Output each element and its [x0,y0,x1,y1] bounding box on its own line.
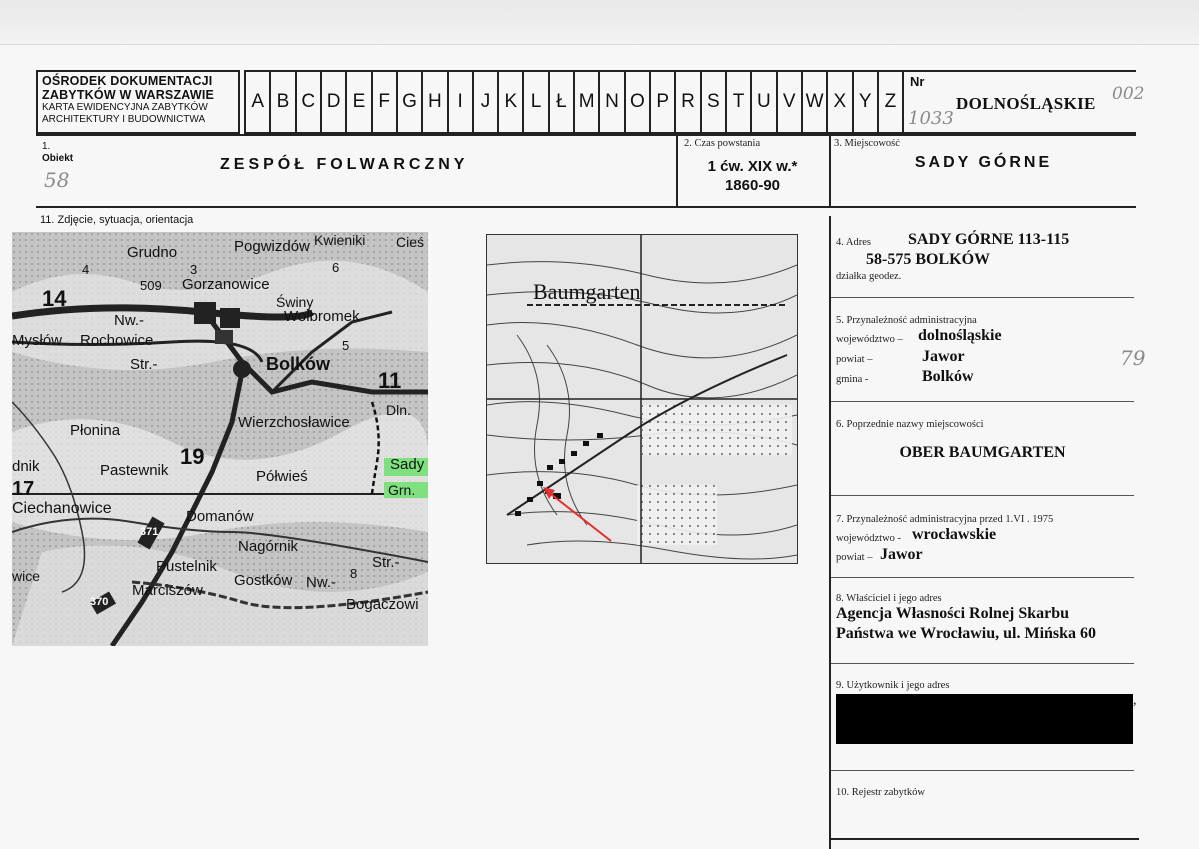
nr-label: Nr [910,74,925,89]
user-rule [831,770,1134,771]
map-place-gostkow: Gostków [234,572,293,589]
index-letter-cell: P [651,72,676,132]
map-place-wolbromek: Wolbromek [284,308,360,325]
map-distance-3: 3 [190,262,198,277]
handwritten-79: 79 [1120,346,1146,370]
map-place-wice: wice [12,568,41,584]
map-place-marciszow: Marciszów [132,582,203,599]
card-type-line-2: ARCHITEKTURY I BUDOWNICTWA [42,114,206,125]
admin-county-value: Jawor [922,348,965,365]
map-road-number-14: 14 [42,286,67,311]
map-place-nw-2: Nw.- [306,574,336,591]
map-place-bolkow: Bolków [266,354,331,374]
alphabet-index-row [244,70,904,134]
owner-line-2: Państwa we Wrocławiu, ul. Mińska 60 [836,625,1097,642]
map-place-dnik: dnik [12,458,40,475]
index-letter-cell: O [626,72,651,132]
index-letter-cell: J [474,72,499,132]
previous-name-value: OBER BAUMGARTEN [899,444,1066,461]
map-place-swiny: Świny [276,294,314,310]
map-place-polwies: Półwieś [256,468,308,485]
map-place-ciesz: Cieś [396,234,425,250]
card-type-line-1: KARTA EWIDENCYJNA ZABYTKÓW [42,102,208,113]
map-place-pogwizdow: Pogwizdów [234,238,310,255]
field-11-label: 11. Zdjęcie, sytuacja, orientacja [40,214,194,226]
index-letter-cell: V [778,72,803,132]
map-place-pustelnik: Pustelnik [156,558,217,575]
index-letter-cell: Y [854,72,879,132]
handwritten-number: 1033 [908,108,954,129]
index-letter-cell: R [676,72,701,132]
map-place-dln: Dln. [386,402,411,418]
plot-label: działka geodez. [836,271,902,282]
field-10-label: 10. Rejestr zabytków [836,787,925,798]
index-letter-cell: H [423,72,448,132]
index-letter-cell: S [702,72,727,132]
registry-number-box [904,70,1145,134]
pre1975-rule [831,577,1134,578]
index-letter-cell: A [244,72,271,132]
index-letter-cell: B [271,72,296,132]
right-column-bottom-rule [829,838,1139,840]
date-value-2: 1860-90 [724,177,781,194]
map-road-number-17: 17 [12,478,35,500]
index-letter-cell: G [398,72,423,132]
admin-voivodeship-value: dolnośląskie [918,327,1002,344]
map-place-gorzanowice: Gorzanowice [182,276,270,293]
map-place-nw: Nw.- [114,312,144,329]
map-place-nagornik: Nagórnik [238,538,299,555]
road-map-graphic [12,232,428,646]
admin-voivodeship-label: województwo – [836,334,903,345]
index-letter-cell: W [803,72,828,132]
map-place-str-2: Str.- [372,554,400,571]
pre1975-county-label: powiat – [836,552,873,563]
admin-commune-value: Bolków [922,368,974,385]
field-9-label: 9. Użytkownik i jego adres [836,680,950,691]
handwritten-58: 58 [44,168,70,192]
right-column-divider [829,216,831,849]
owner-line-1: Agencja Własności Rolnej Skarbu [836,605,1070,622]
index-letter-cell: K [499,72,524,132]
map-distance-8: 8 [350,566,358,581]
map-place-rochowice: Rochowice [80,332,154,349]
redacted-block [836,694,1133,744]
road-map-image [12,232,428,646]
field-8-label: 8. Właściciel i jego adres [836,593,942,604]
pre1975-voivodeship-label: województwo - [836,533,902,544]
map-place-bogaczowice: Bogaczowi [346,596,419,613]
map-place-myslow: Mysłów [12,332,63,349]
index-letter-cell: M [575,72,600,132]
map-road-number-19: 19 [180,444,205,469]
map-place-pastewnik: Pastewnik [100,462,169,479]
map-place-domanow: Domanów [186,508,254,525]
admin-rule [831,401,1134,402]
map-place-ciechanowice: Ciechanowice [12,500,112,517]
field-6-label: 6. Poprzednie nazwy miejscowości [836,419,984,430]
locality-value: SADY GÓRNE [914,154,1053,171]
institution-line-2: ZABYTKÓW W WARSZAWIE [42,88,215,102]
field-2-label: 2. Czas powstania [684,138,761,149]
index-letter-cell: N [600,72,625,132]
topo-map-title: Baumgarten [533,279,641,304]
field-4-label: 4. Adres [836,237,871,248]
map-place-grudno: Grudno [127,244,178,261]
address-line-2: 58-575 BOLKÓW [866,251,991,268]
index-letter-cell: L [524,72,549,132]
admin-commune-label: gmina - [836,374,869,385]
index-letter-cell: X [828,72,853,132]
map-distance-5: 5 [342,338,350,353]
row1-bottom-rule [36,206,1136,208]
object-name: ZESPÓŁ FOLWARCZNY [220,156,469,173]
field-5-label: 5. Przynależność administracyjna [836,315,977,326]
index-letter-cell: F [373,72,398,132]
paper-edge [0,0,1199,45]
map-road-number-11: 11 [378,368,402,393]
date-value-1: 1 ćw. XIX w.* [707,158,798,175]
map-road-371: 371 [140,526,159,538]
index-letter-cell: Ł [550,72,575,132]
field-1-number: 1. [42,141,51,152]
voivodeship-value: DOLNOŚLĄSKIE [956,94,1096,113]
row1-top-rule [36,134,1136,136]
index-letter-cell: C [297,72,322,132]
field-3-label: 3. Miejscowość [834,138,900,149]
address-line-1: SADY GÓRNE 113-115 [908,231,1070,248]
field-1-label: Obiekt [42,153,74,164]
institution-line-1: OŚRODEK DOKUMENTACJI [42,74,213,88]
user-comma: , [1133,693,1137,708]
map-road-370: 370 [90,596,109,608]
map-place-sady: Sady [390,456,425,473]
topographic-map-image [486,234,798,564]
map-place-str-1: Str.- [130,356,158,373]
index-letter-cell: I [449,72,474,132]
index-letter-cell: D [322,72,347,132]
map-distance-4: 4 [82,262,90,277]
map-place-wierzchoslawice: Wierzchosławice [238,414,350,431]
owner-rule [831,663,1134,664]
index-letter-cell: Z [879,72,904,132]
map-place-kwieniki: Kwieniki [314,232,366,248]
handwritten-002: 002 [1112,84,1145,104]
pre1975-county-value: Jawor [880,546,923,563]
address-rule [831,297,1134,298]
map-distance-6: 6 [332,260,340,275]
admin-county-label: powiat – [836,354,873,365]
map-elevation-509: 509 [140,278,162,293]
index-letter-cell: E [347,72,372,132]
institution-box [36,70,240,134]
pre1975-voivodeship-value: wrocławskie [912,526,997,543]
field-7-label: 7. Przynależność administracyjna przed 1.VI . 1975 [836,514,1054,525]
map-place-grn: Grn. [388,482,416,498]
map-place-plonina: Płonina [70,422,121,439]
index-letter-cell: U [752,72,777,132]
index-letter-cell: T [727,72,752,132]
prev-names-rule [831,495,1134,496]
